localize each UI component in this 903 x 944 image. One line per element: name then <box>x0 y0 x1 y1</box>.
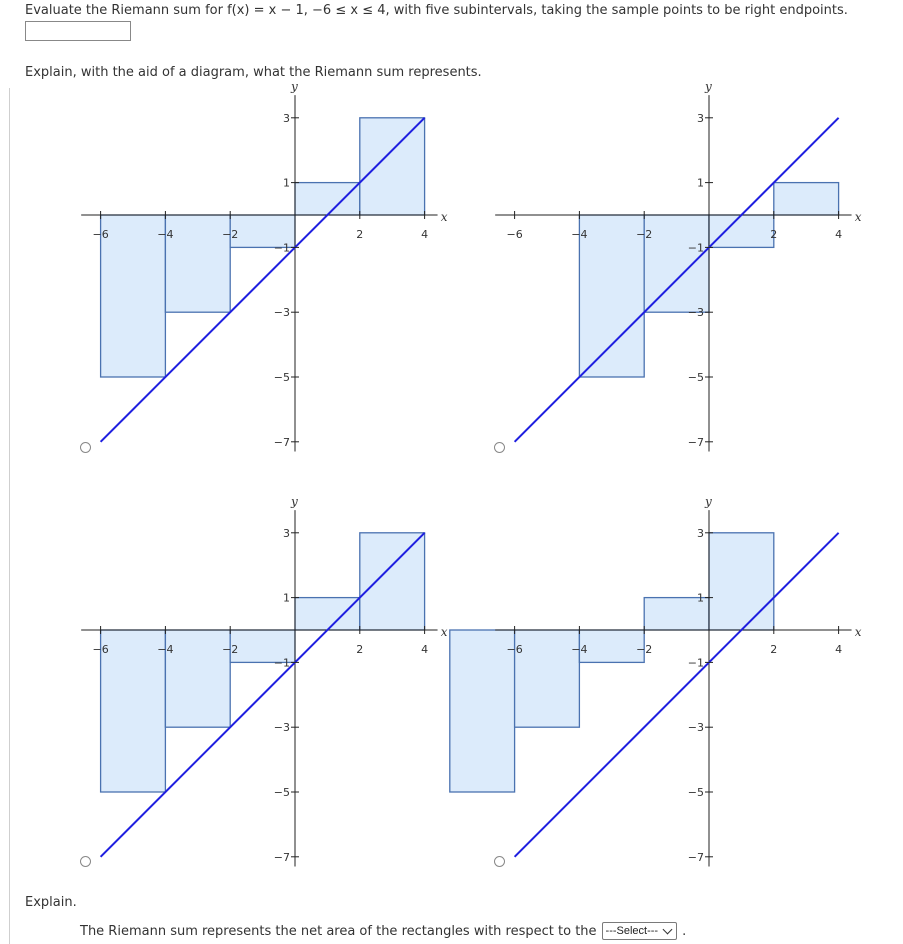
y-tick-label: −3 <box>687 721 704 735</box>
x-tick-label: 2 <box>770 643 778 656</box>
x-tick-label: −2 <box>636 228 653 241</box>
x-tick-label: 2 <box>770 228 778 241</box>
x-tick-label: −4 <box>157 643 174 656</box>
explain-prompt: Explain, with the aid of a diagram, what the Riemann sum represents. <box>25 65 482 80</box>
x-tick-label: 4 <box>835 643 843 656</box>
y-tick-label: −1 <box>273 656 290 670</box>
x-tick-label: 2 <box>356 643 364 656</box>
x-tick-label: −2 <box>222 643 239 656</box>
y-tick-label: 3 <box>697 111 704 125</box>
answer-sentence <box>80 922 686 940</box>
y-axis-label: y <box>705 494 712 509</box>
x-tick-label: −2 <box>636 643 653 656</box>
x-tick-label: −6 <box>506 643 523 656</box>
x-tick-label: 2 <box>356 228 364 241</box>
y-tick-label: −7 <box>687 435 704 449</box>
y-axis-label: y <box>291 79 298 94</box>
axis-select-dropdown[interactable] <box>602 922 678 940</box>
riemann-rect <box>709 533 774 630</box>
y-tick-label: −1 <box>273 241 290 255</box>
chevron-down-icon <box>663 925 673 935</box>
y-tick-label: −5 <box>273 371 290 384</box>
y-tick-label: −7 <box>687 850 704 864</box>
x-axis-label: x <box>854 210 862 224</box>
y-tick-label: −5 <box>687 371 704 384</box>
x-tick-label: 4 <box>421 643 429 656</box>
y-tick-label: 1 <box>697 591 704 605</box>
x-axis-label: x <box>440 625 448 639</box>
y-tick-label: −3 <box>687 306 704 320</box>
x-tick-label: −4 <box>571 643 588 656</box>
y-tick-label: 3 <box>697 526 704 540</box>
x-tick-label: 4 <box>835 228 843 241</box>
x-tick-label: −4 <box>571 228 588 241</box>
x-tick-label: 4 <box>421 228 429 241</box>
x-tick-label: −6 <box>506 228 523 241</box>
x-axis-label: x <box>440 210 448 224</box>
riemann-rect <box>515 630 580 727</box>
x-axis-label: x <box>854 625 862 639</box>
sentence-suffix: . <box>682 923 687 939</box>
explain-label: Explain. <box>25 895 77 910</box>
y-tick-label: 1 <box>697 176 704 190</box>
y-tick-label: 1 <box>283 176 290 190</box>
y-tick-label: −3 <box>273 721 290 735</box>
y-tick-label: 3 <box>283 526 290 540</box>
riemann-rect <box>450 630 515 792</box>
y-tick-label: −3 <box>273 306 290 320</box>
question-prompt: Evaluate the Riemann sum for f(x) = x − 1, −6 ≤ x ≤ 4, with five subintervals, taking the sample points to be right endpoints. <box>25 3 848 18</box>
riemann-rect <box>579 630 644 662</box>
x-tick-label: −4 <box>157 228 174 241</box>
y-tick-label: −1 <box>687 656 704 670</box>
y-tick-label: −7 <box>273 435 290 449</box>
y-tick-label: 1 <box>283 591 290 605</box>
select-value: ---Select--- <box>605 925 659 937</box>
y-axis-label: y <box>291 494 298 509</box>
y-tick-label: −7 <box>273 850 290 864</box>
y-tick-label: −5 <box>273 786 290 799</box>
y-tick-label: −1 <box>687 241 704 255</box>
x-tick-label: −6 <box>92 228 109 241</box>
y-tick-label: 3 <box>283 111 290 125</box>
x-tick-label: −6 <box>92 643 109 656</box>
y-tick-label: −5 <box>687 786 704 799</box>
sentence-text: The Riemann sum represents the net area of the rectangles with respect to the <box>80 923 597 939</box>
x-tick-label: −2 <box>222 228 239 241</box>
y-axis-label: y <box>705 79 712 94</box>
